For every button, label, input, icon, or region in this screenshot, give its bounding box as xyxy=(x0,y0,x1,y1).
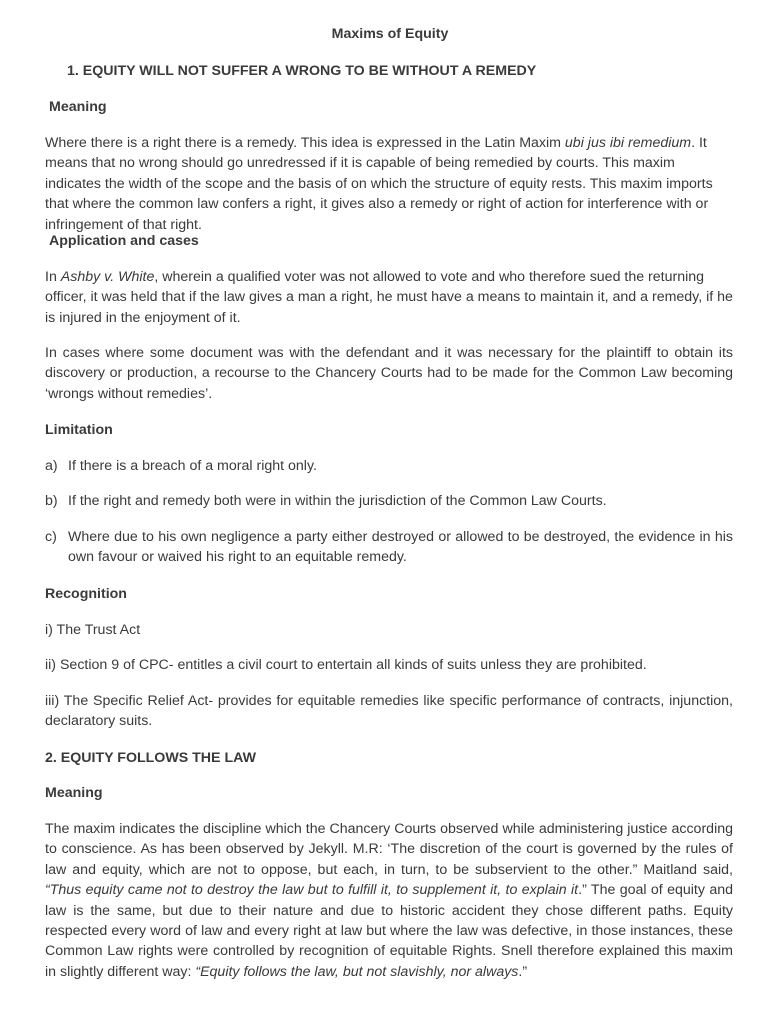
limitation-item xyxy=(45,456,733,476)
list-text: Where due to his own negligence a party either destroyed or allowed to be destroyed, the evidence in his own favour or waived his right to an equitable remedy. xyxy=(68,529,733,566)
list-marker: c) xyxy=(45,529,57,545)
s1-limitation-heading: Limitation xyxy=(45,422,113,438)
section-1-heading: 1. EQUITY WILL NOT SUFFER A WRONG TO BE WITHOUT A REMEDY xyxy=(67,63,537,79)
limitation-item xyxy=(45,491,733,511)
recognition-item: i) The Trust Act xyxy=(45,622,141,638)
s1-recognition-heading: Recognition xyxy=(45,586,127,602)
s1-meaning-paragraph: Where there is a right there is a remedy. This idea is expressed in the Latin Maxim ubi jus ibi remedium. It means that no wrong should go unredressed if it is capable of being remedied by courts. This maxim indicates the width of the scope and the basis of on which the structure of equity rests. This maxim imports that where the common law confers a right, it gives also a remedy or right of action for interference with or infringement of that right. xyxy=(45,135,713,233)
list-marker: b) xyxy=(45,493,58,509)
s1-meaning-heading: Meaning xyxy=(49,99,107,115)
limitation-item xyxy=(45,527,733,568)
s2-meaning-paragraph: The maxim indicates the discipline which the Chancery Courts observed while administering justice according to conscience. As has been observed by Jekyll. M.R: ‘The discretion of the court is governed by the rules of law and equity, which are not to oppose, but each, in turn, to be subservient to the other.” Maitland said, “Thus equity came not to destroy the law but to fulfill it, to supplement it, to explain it.” The goal of equity and law is the same, but due to their nature and due to historic accident they chose different paths. Equity respected every word of law and every right at law but where the law was defective, in those instances, these Common Law rights were controlled by recognition of equitable Rights. Snell therefore explained this maxim in slightly different way: “Equity follows the law, but not slavishly, nor always.” xyxy=(45,821,733,980)
recognition-item: iii) The Specific Relief Act- provides for equitable remedies like specific performance of contracts, injunction, declaratory suits. xyxy=(45,693,733,730)
s2-meaning-heading: Meaning xyxy=(45,785,103,801)
document-title: Maxims of Equity xyxy=(331,26,449,42)
list-text: If the right and remedy both were in within the jurisdiction of the Common Law Courts. xyxy=(68,493,607,509)
list-text: If there is a breach of a moral right only. xyxy=(68,458,317,474)
s1-application-paragraph-1: In Ashby v. White, wherein a qualified voter was not allowed to vote and who therefore sued the returning officer, it was held that if the law gives a man a right, he must have a means to maintain it, and a remedy, if he is injured in the enjoyment of it. xyxy=(45,269,733,326)
section-2-heading: 2. EQUITY FOLLOWS THE LAW xyxy=(45,750,256,766)
s1-application-heading: Application and cases xyxy=(49,233,199,249)
recognition-item: ii) Section 9 of CPC- entitles a civil court to entertain all kinds of suits unless they are prohibited. xyxy=(45,657,647,673)
list-marker: a) xyxy=(45,458,58,474)
s1-application-paragraph-2: In cases where some document was with the defendant and it was necessary for the plaintiff to obtain its discovery or production, a recourse to the Chancery Courts had to be made for the Common Law becoming ‘wrongs without remedies’. xyxy=(45,345,733,402)
